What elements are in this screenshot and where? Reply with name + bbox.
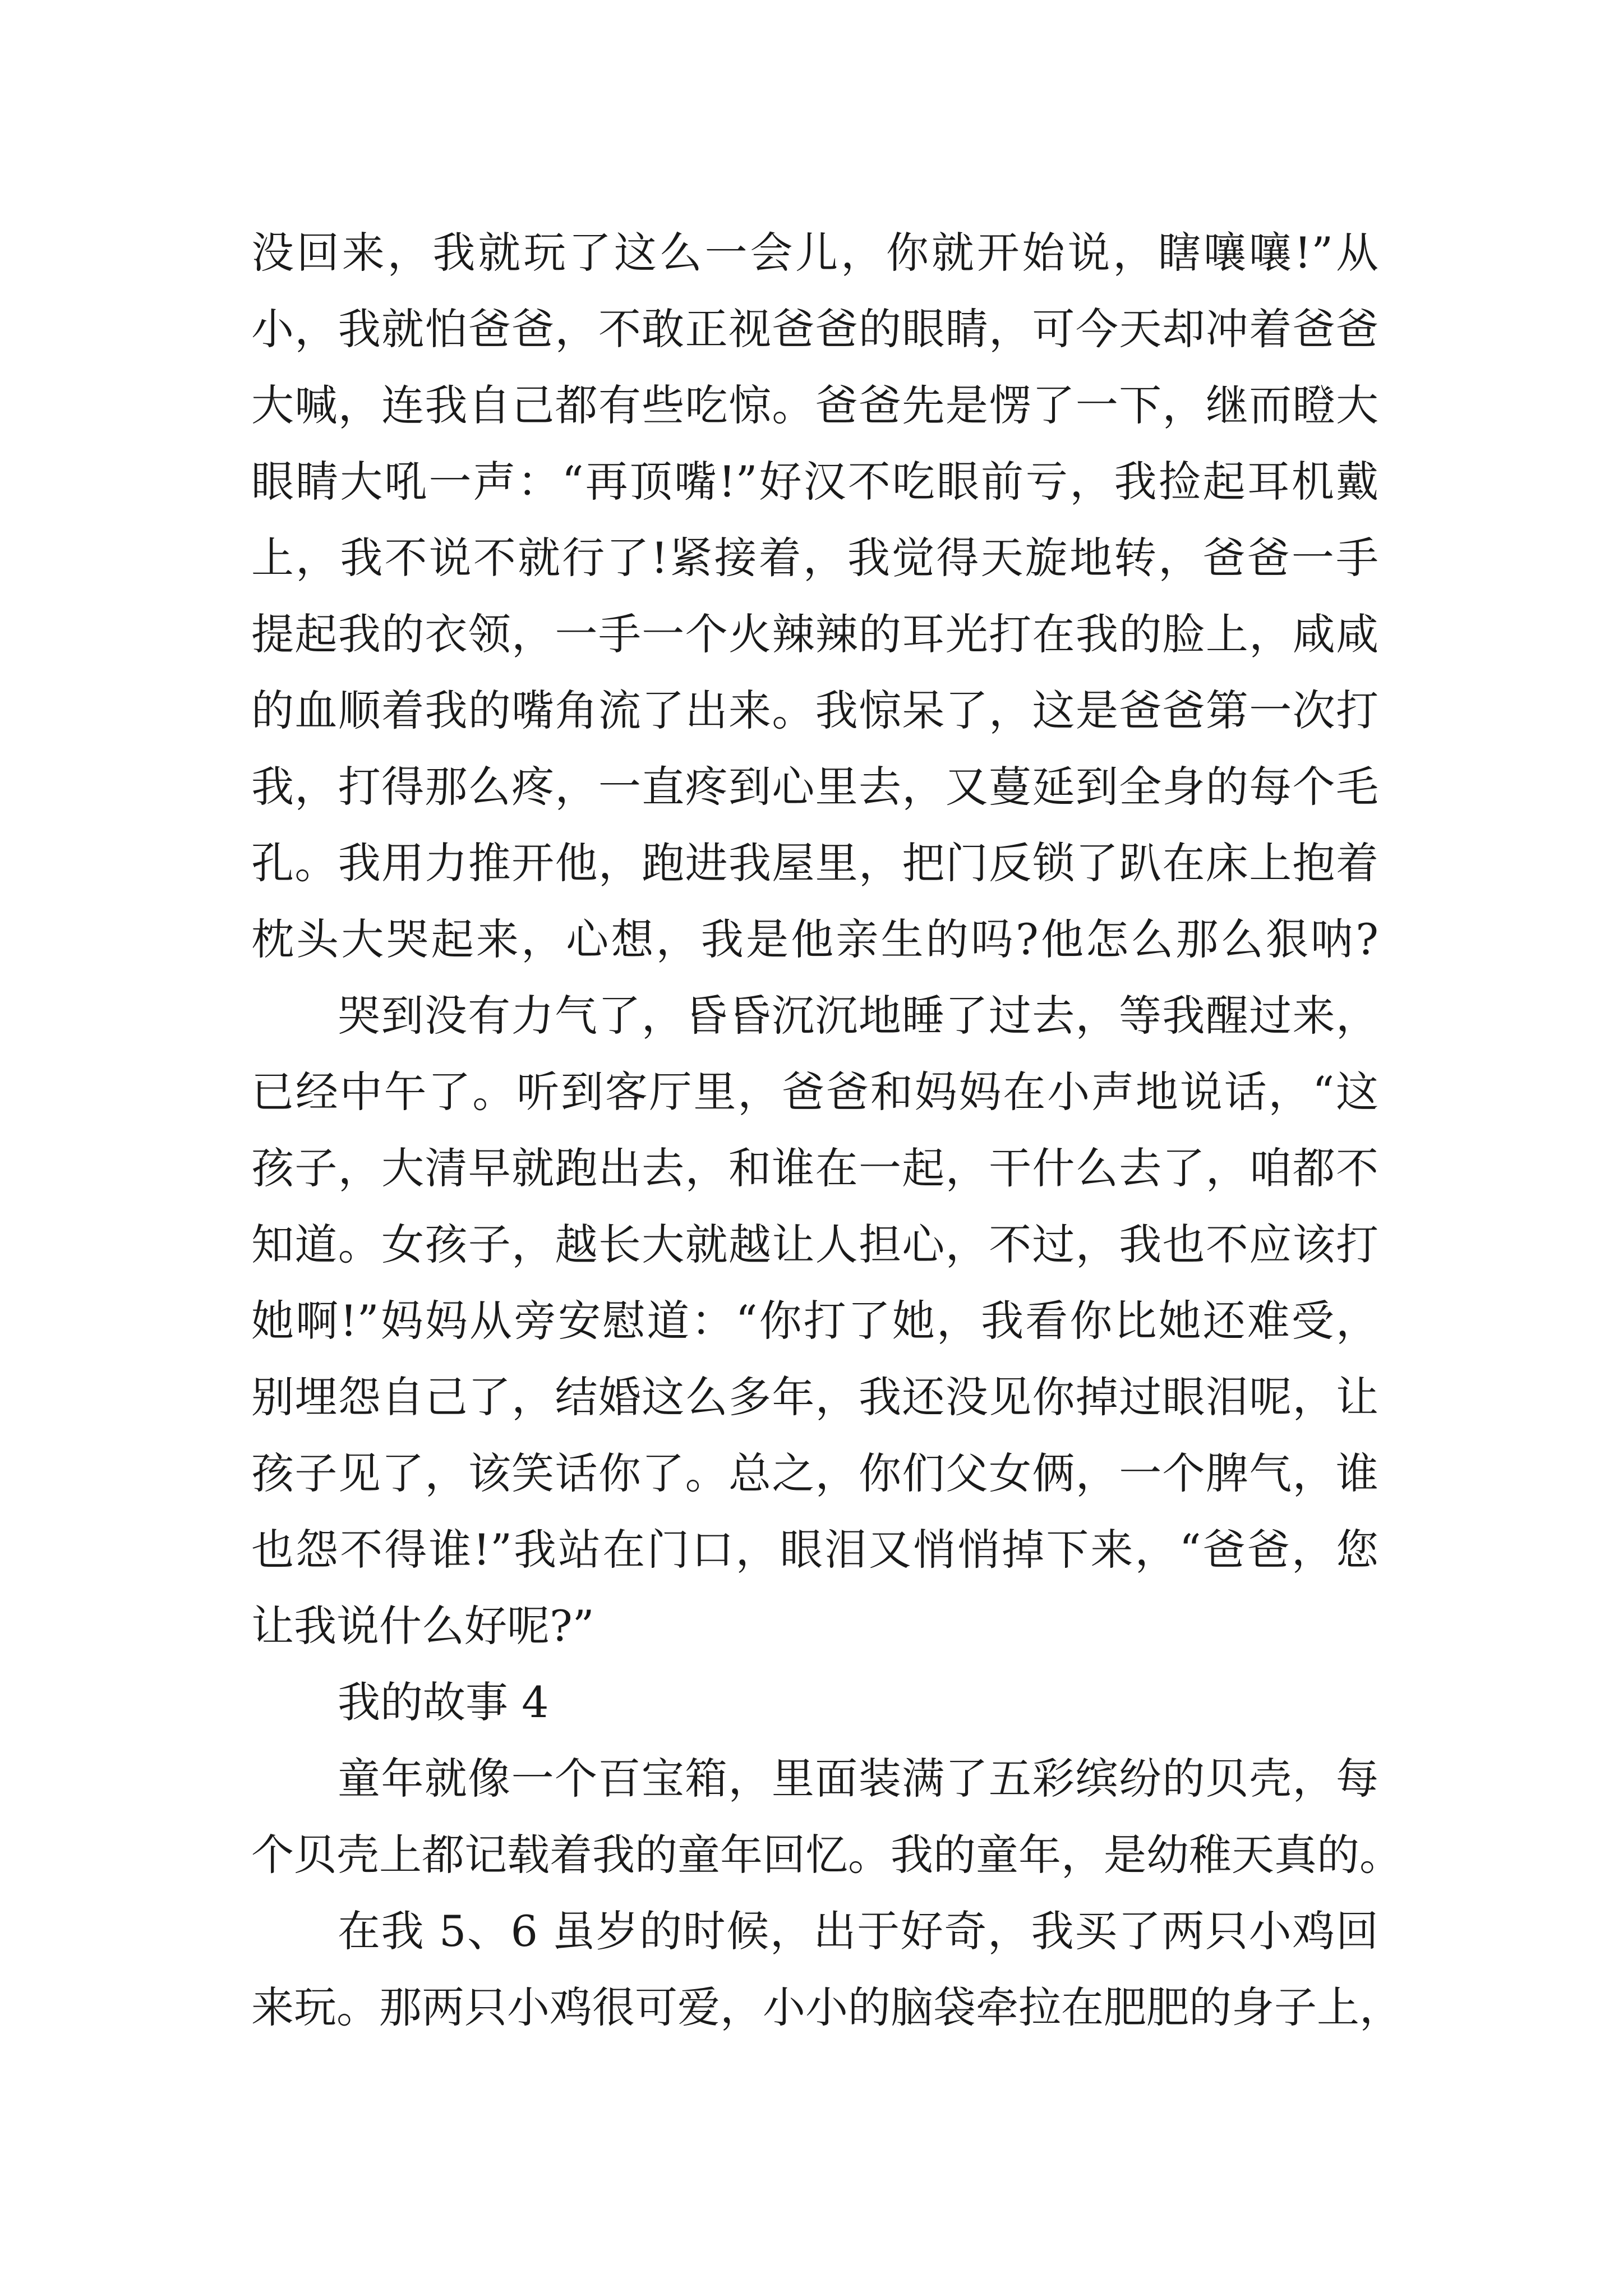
text-line: 来玩。那两只小鸡很可爱，小小的脑袋牵拉在肥肥的身子上，	[251, 1982, 1402, 2032]
text-line: 知道。女孩子，越长大就越让人担心，不过，我也不应该打	[251, 1220, 1378, 1269]
text-line: 已经中午了。听到客厅里，爸爸和妈妈在小声地说话，“这	[251, 1067, 1378, 1117]
text-line: 大喊，连我自己都有些吃惊。爸爸先是愣了一下，继而瞪大	[251, 380, 1378, 430]
text-line: 没回来，我就玩了这么一会儿，你就开始说，瞎嚷嚷!”从	[251, 228, 1378, 278]
text-line: 小，我就怕爸爸，不敢正视爸爸的眼睛，可今天却冲着爸爸	[251, 304, 1378, 354]
section-heading: 我的故事 4	[338, 1677, 549, 1727]
text-line: 提起我的衣领，一手一个火辣辣的耳光打在我的脸上，咸咸	[251, 609, 1378, 659]
document-body	[251, 215, 1402, 2046]
paragraph-first-line: 童年就像一个百宝箱，里面装满了五彩缤纷的贝壳，每	[338, 1754, 1378, 1803]
paragraph-first-line: 在我 5、6 虽岁的时候，出于好奇，我买了两只小鸡回	[338, 1906, 1378, 1956]
text-line: 她啊!”妈妈从旁安慰道：“你打了她，我看你比她还难受，	[251, 1296, 1378, 1346]
text-line: 别埋怨自己了，结婚这么多年，我还没见你掉过眼泪呢，让	[251, 1372, 1378, 1422]
text-line: 枕头大哭起来，心想，我是他亲生的吗?他怎么那么狠呐?	[251, 914, 1378, 964]
paragraph-first-line: 哭到没有力气了，昏昏沉沉地睡了过去，等我醒过来，	[338, 991, 1378, 1041]
text-line: 眼睛大吼一声：“再顶嘴!”好汉不吃眼前亏，我捡起耳机戴	[251, 457, 1378, 507]
text-line: 的血顺着我的嘴角流了出来。我惊呆了，这是爸爸第一次打	[251, 685, 1378, 735]
text-line: 我，打得那么疼，一直疼到心里去，又蔓延到全身的每个毛	[251, 762, 1378, 812]
text-line: 上，我不说不就行了!紧接着，我觉得天旋地转，爸爸一手	[251, 533, 1378, 583]
text-line: 也怨不得谁!”我站在门口，眼泪又悄悄掉下来，“爸爸，您	[251, 1525, 1378, 1575]
text-line: 个贝壳上都记载着我的童年回忆。我的童年，是幼稚天真的。	[251, 1830, 1402, 1880]
text-line: 孩子，大清早就跑出去，和谁在一起，干什么去了，咱都不	[251, 1143, 1378, 1193]
text-line: 让我说什么好呢?”	[251, 1601, 594, 1651]
text-line: 孩子见了，该笑话你了。总之，你们父女俩，一个脾气，谁	[251, 1448, 1378, 1498]
text-line: 孔。我用力推开他，跑进我屋里，把门反锁了趴在床上抱着	[251, 838, 1378, 888]
